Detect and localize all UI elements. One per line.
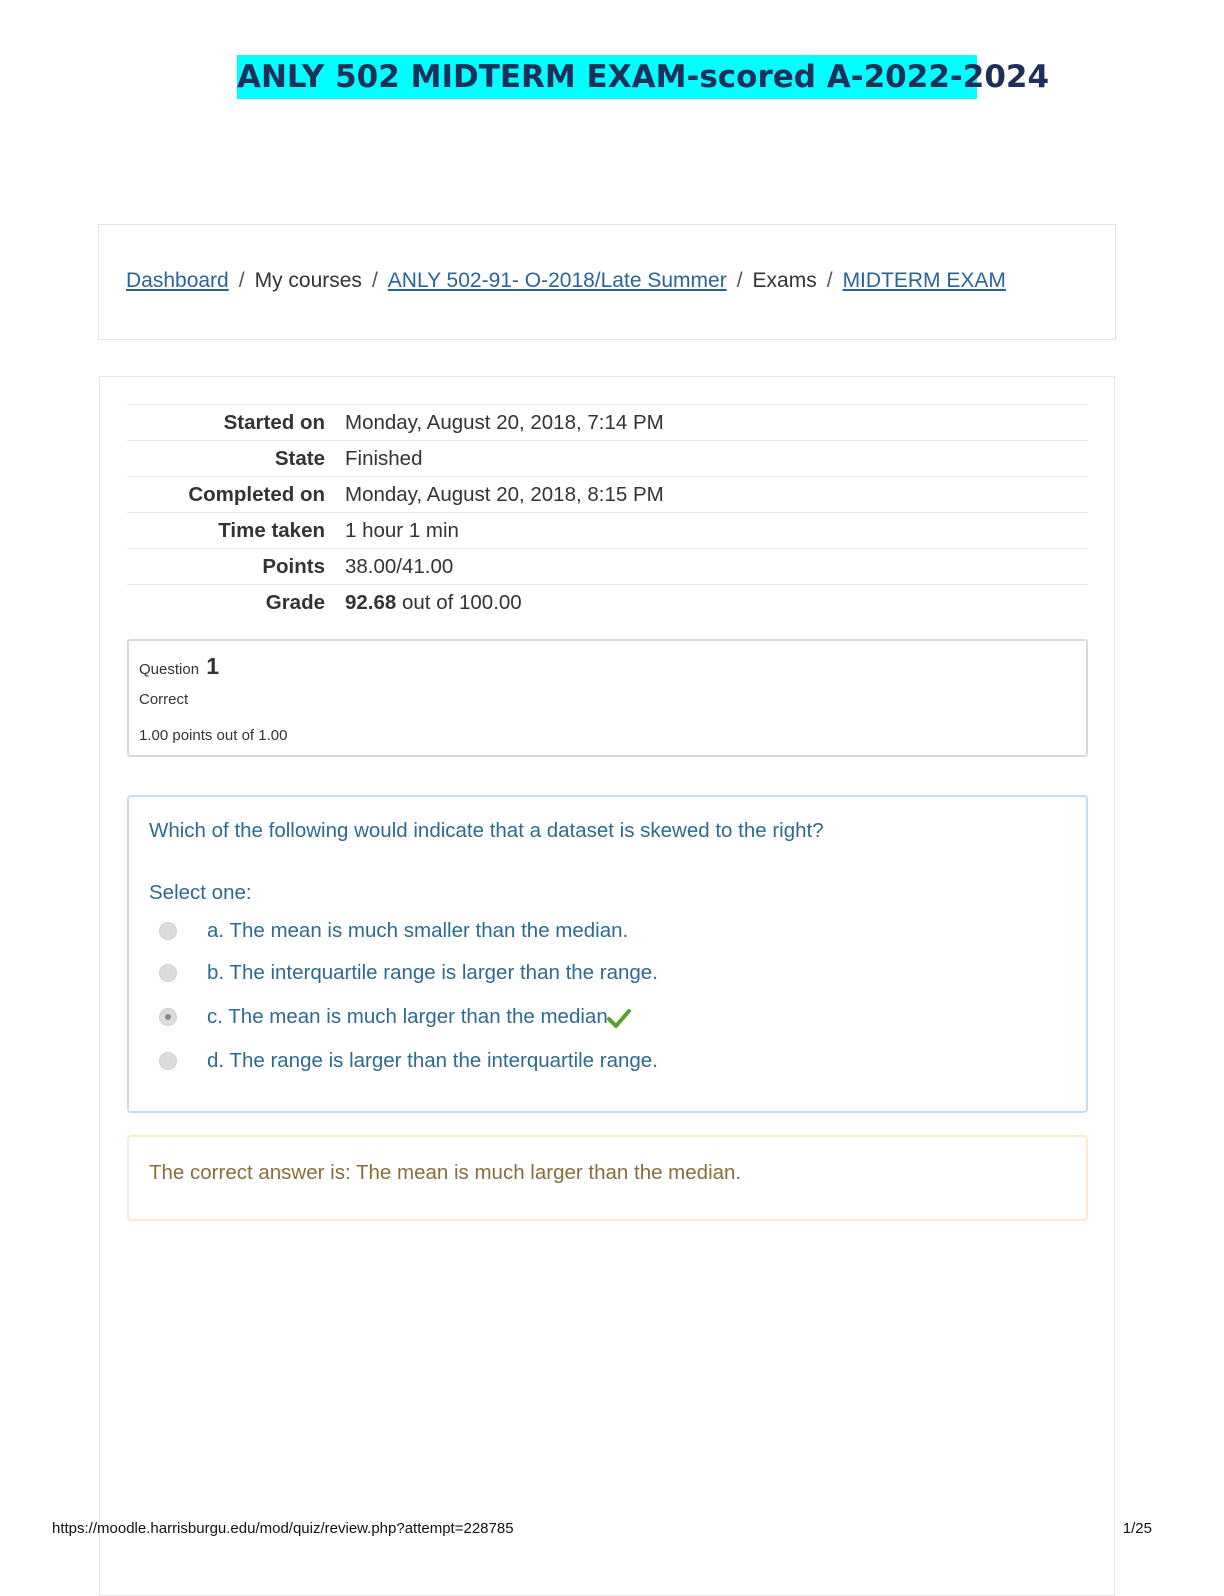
answer-option-a[interactable] xyxy=(159,919,859,949)
breadcrumb-dashboard-link[interactable]: Dashboard xyxy=(126,269,229,292)
summary-label: State xyxy=(274,446,325,470)
summary-label: Completed on xyxy=(188,482,325,506)
answer-option-c[interactable] xyxy=(159,1005,859,1035)
summary-row xyxy=(127,405,1088,441)
radio-button[interactable] xyxy=(159,922,177,940)
summary-label: Started on xyxy=(223,410,325,434)
select-prompt: Select one: xyxy=(149,881,252,904)
question-text: Which of the following would indicate that a dataset is skewed to the right? xyxy=(149,819,824,842)
question-prefix: Question xyxy=(139,661,200,678)
breadcrumb-midterm-link[interactable]: MIDTERM EXAM xyxy=(842,269,1006,292)
question-content-box xyxy=(127,795,1088,1113)
question-grade: 1.00 points out of 1.00 xyxy=(139,727,288,744)
breadcrumb-course-link[interactable]: ANLY 502-91- O-2018/Late Summer xyxy=(387,269,727,292)
breadcrumb-separator: / xyxy=(238,269,245,292)
summary-row xyxy=(127,549,1088,585)
answer-option-b[interactable] xyxy=(159,961,859,991)
summary-label: Grade xyxy=(265,590,325,614)
correct-answer-text: The correct answer is: The mean is much larger than the median. xyxy=(149,1161,742,1184)
radio-button[interactable] xyxy=(159,964,177,982)
question-number-value: 1 xyxy=(206,653,220,679)
radio-button[interactable] xyxy=(159,1052,177,1070)
summary-row xyxy=(127,513,1088,549)
footer-url: https://moodle.harrisburgu.edu/mod/quiz/review.php?attempt=228785 xyxy=(52,1520,514,1537)
question-info-box xyxy=(127,639,1088,757)
summary-row-grade xyxy=(127,585,1088,621)
question-state: Correct xyxy=(139,691,189,708)
correct-answer-feedback xyxy=(127,1135,1088,1221)
attempt-summary-table xyxy=(127,404,1088,621)
summary-row xyxy=(127,441,1088,477)
answer-option-label: a. The mean is much smaller than the median. xyxy=(207,919,629,942)
question-number xyxy=(139,653,219,680)
grade-suffix: out of 100.00 xyxy=(396,590,522,614)
breadcrumb-separator: / xyxy=(826,269,833,292)
summary-value: Monday, August 20, 2018, 7:14 PM xyxy=(345,410,664,434)
summary-value: Monday, August 20, 2018, 8:15 PM xyxy=(345,482,664,506)
summary-value: Finished xyxy=(345,446,423,470)
breadcrumb-card xyxy=(98,224,1116,340)
answer-option-label: d. The range is larger than the interquartile range. xyxy=(207,1049,658,1072)
page-number: 1/25 xyxy=(1122,1520,1152,1537)
summary-grade-value xyxy=(345,585,1088,621)
summary-row xyxy=(127,477,1088,513)
grade-score: 92.68 xyxy=(345,590,397,614)
summary-value: 38.00/41.00 xyxy=(345,554,454,578)
breadcrumb-exams: Exams xyxy=(752,269,817,292)
answer-option-label: b. The interquartile range is larger than the range. xyxy=(207,961,658,984)
radio-button-selected[interactable] xyxy=(159,1008,177,1026)
breadcrumb xyxy=(126,269,1006,293)
summary-label: Points xyxy=(262,554,325,578)
summary-label: Time taken xyxy=(218,518,325,542)
breadcrumb-my-courses: My courses xyxy=(254,269,362,292)
answer-option-label: c. The mean is much larger than the median. xyxy=(207,1005,614,1028)
breadcrumb-separator: / xyxy=(736,269,743,292)
breadcrumb-separator: / xyxy=(371,269,378,292)
check-icon xyxy=(607,1007,631,1029)
answer-option-d[interactable] xyxy=(159,1049,859,1079)
summary-value: 1 hour 1 min xyxy=(345,518,459,542)
document-title: ANLY 502 MIDTERM EXAM-scored A-2022-2024 xyxy=(237,55,977,99)
